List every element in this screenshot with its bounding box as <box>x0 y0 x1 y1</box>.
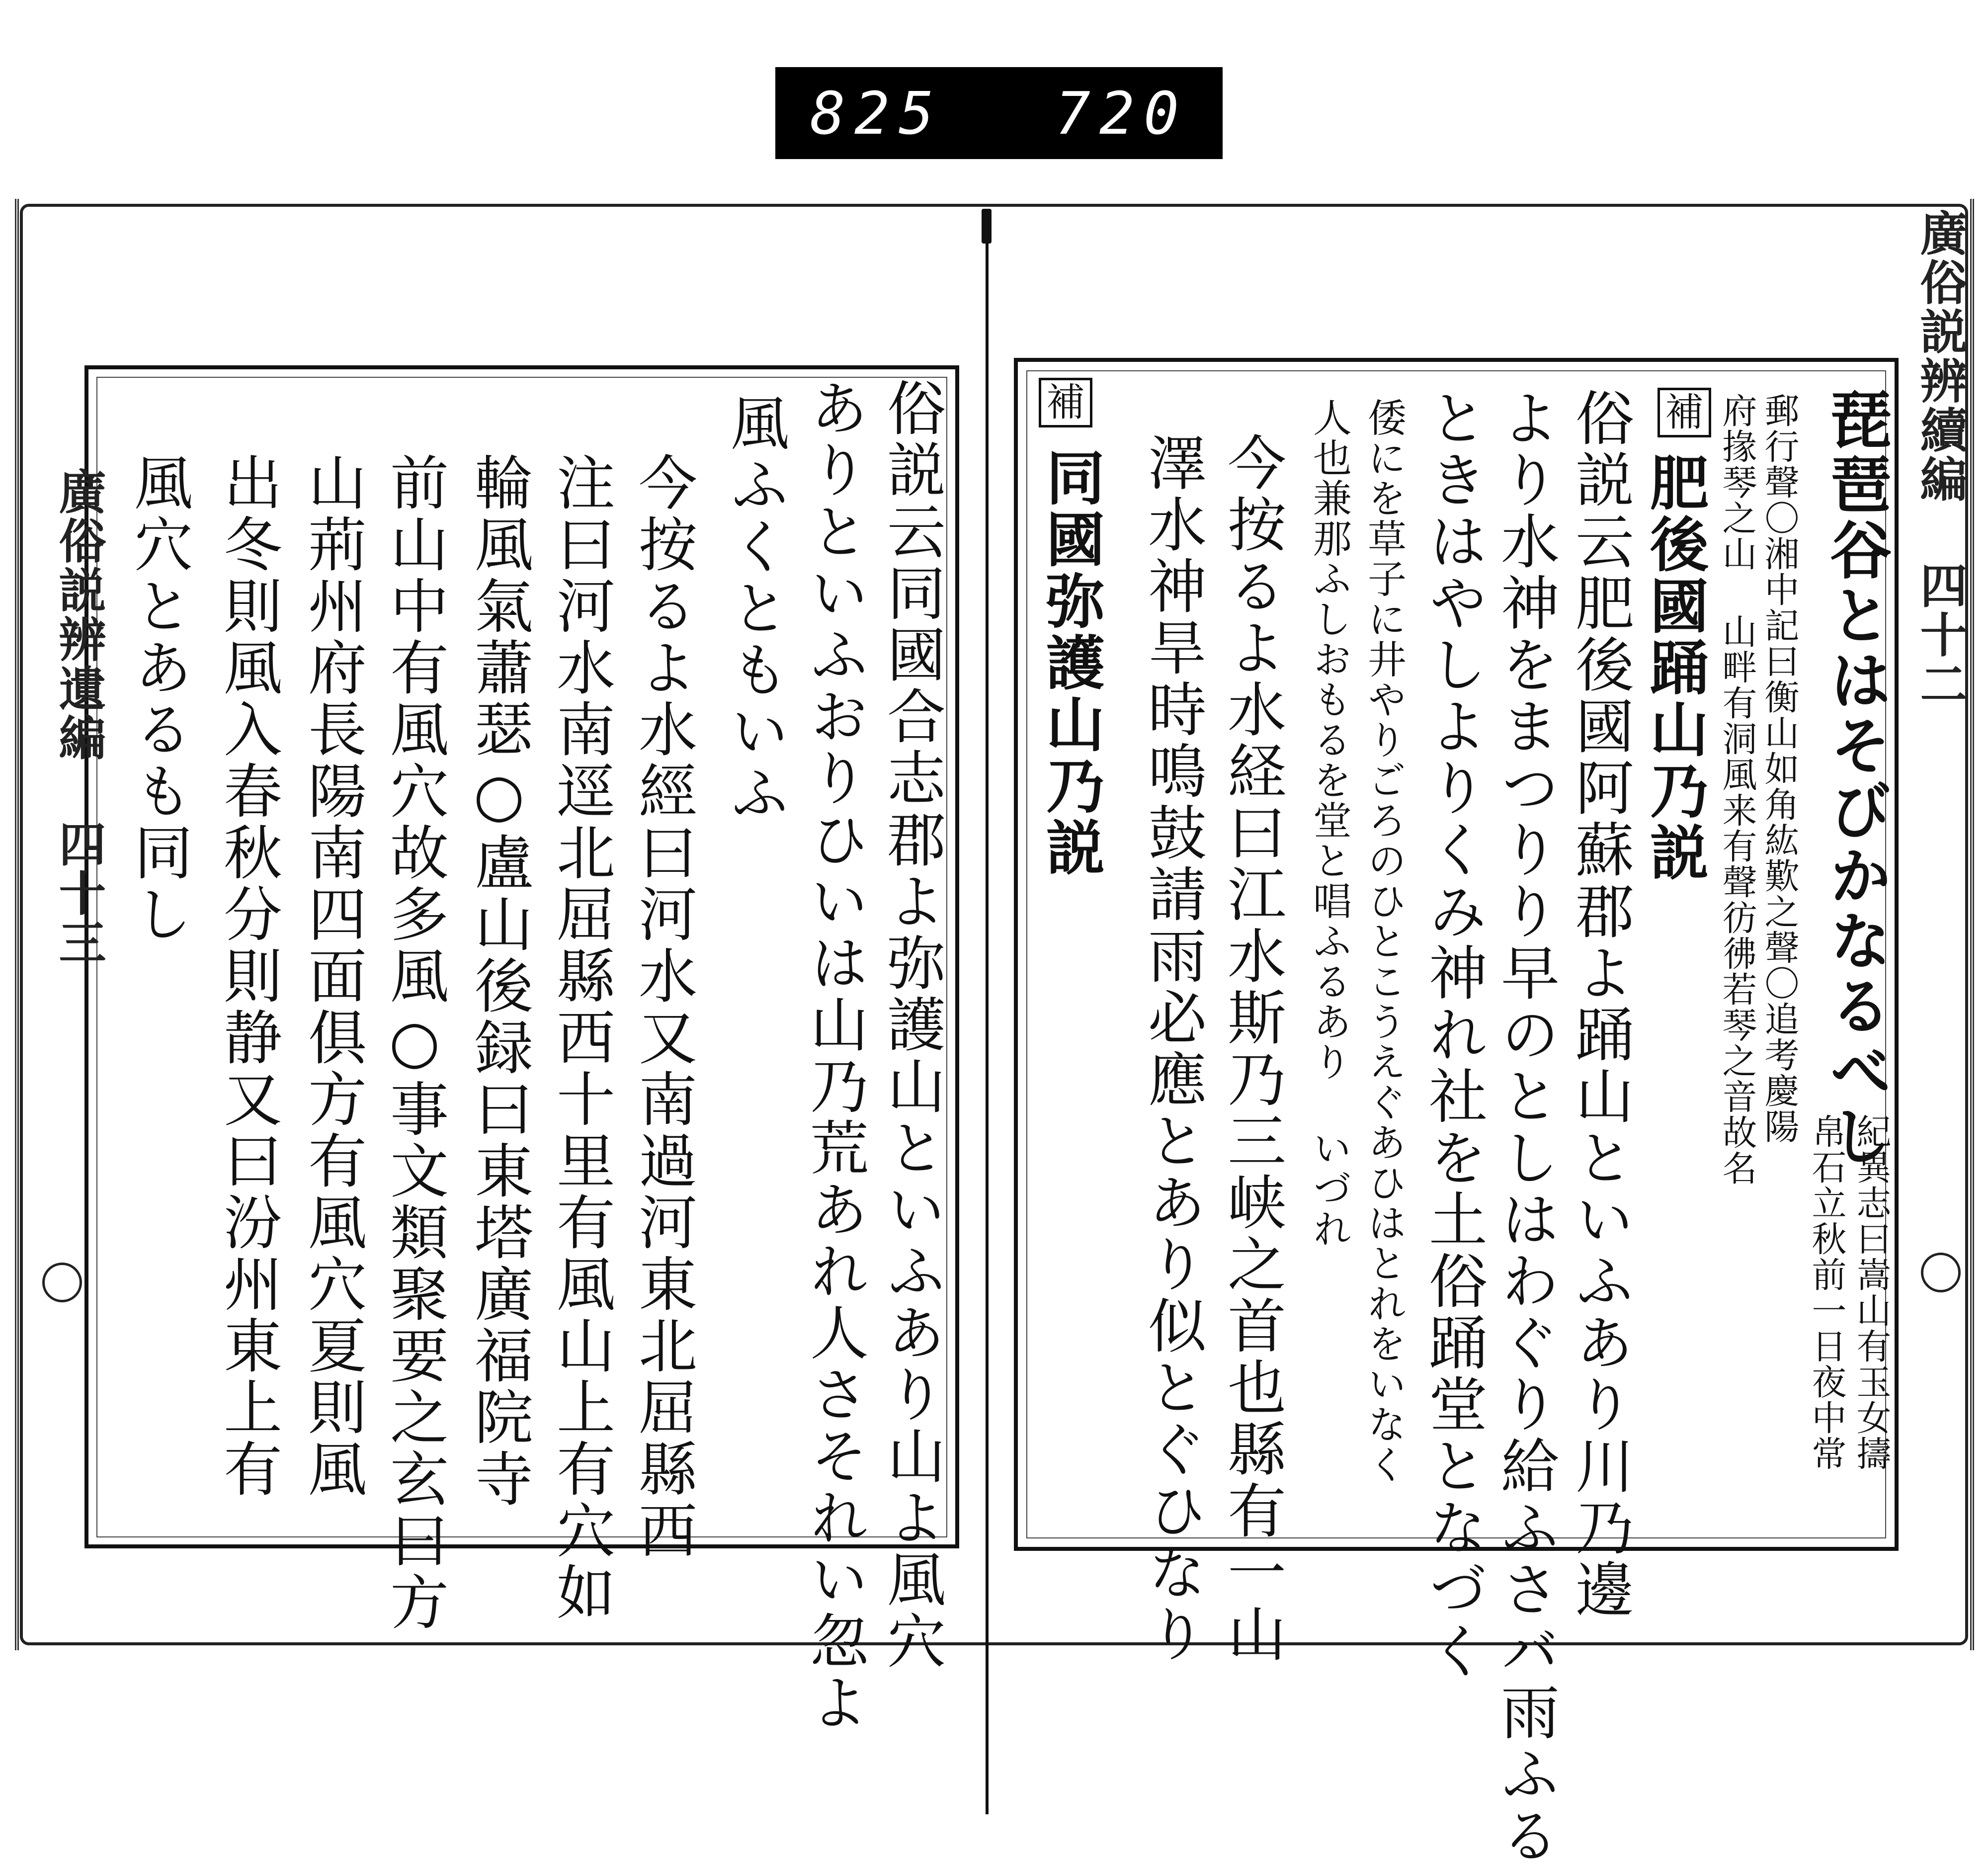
hosetsu-mark-2: 補 <box>1039 378 1092 427</box>
right-col-11: 澤水神旱時鳴鼓請雨必應とあり似とぐひなり <box>1138 432 1207 1665</box>
left-running-title: 廣俗説辨遺編 四十三 <box>51 467 106 967</box>
left-col-7: 前山中有風穴故多風○事文類聚要之玄曰方 <box>380 452 449 1633</box>
right-folio-mark <box>1921 1253 1961 1292</box>
right-col-note-2: 府掾琴之山 山畔有洞風来有聲彷彿若琴之音故名 <box>1717 393 1757 1186</box>
right-heading-yago: 同國弥護山乃説 <box>1036 447 1105 879</box>
right-col-5: 俗説云肥後國阿蘇郡よ踊山といふあり川乃邊 <box>1566 388 1634 1620</box>
hosetsu-mark-1: 補 <box>1657 388 1711 437</box>
right-col-title: 琵琶谷とはそびかなるべし <box>1819 388 1892 1169</box>
right-col-note-4: 帛石立秋前一日夜中常 <box>1806 1113 1847 1471</box>
left-col-5: 注曰河水南逕北屈縣西十里有風山上有穴如 <box>547 452 615 1623</box>
right-col-7: ときはやしよりくみ神れ社を土俗踊堂となづく <box>1419 388 1488 1682</box>
left-folio-mark <box>42 1263 82 1302</box>
archive-number-left: 825 <box>810 79 943 148</box>
left-col-2: ありといふおりひいは山乃荒あれ人さそれい忽よ <box>800 378 869 1734</box>
right-col-note-1: 郵行聲〇湘中記曰衡山如角紘歎之聲〇追考慶陽 <box>1759 393 1800 1144</box>
left-col-3: 風ふくともいふ <box>721 393 789 824</box>
archive-number-label <box>775 67 1223 159</box>
right-col-9: 人也兼那ふしおもるを堂と唱ふるあり いづれ <box>1307 398 1351 1249</box>
left-col-6: 輪風氣蕭瑟○盧山後録曰東塔廣福院寺 <box>465 452 533 1510</box>
archive-number-right: 720 <box>1055 79 1188 148</box>
left-col-9: 出冬則風入春秋分則静又曰汾州東上有 <box>214 452 282 1500</box>
left-col-10: 風穴とあるも同し <box>124 452 193 945</box>
left-col-4: 今按るよ水經曰河水又南過河東北屈縣西 <box>629 452 697 1562</box>
left-col-8: 山荊州府長陽南四面俱方有風穴夏則風 <box>298 452 367 1500</box>
right-col-6: より水神をまつりり早のとしはわぐり給ふさバ雨ふる <box>1491 388 1560 1867</box>
right-heading-higo: 肥後國踊山乃説 <box>1640 452 1709 884</box>
book-spine <box>986 219 989 1814</box>
right-col-note-3: 紀異志曰嵩山有玉女擣 <box>1851 1113 1892 1471</box>
right-col-8: 倭にを草子に井やりごろのひとこうえぐあひはとれをいなく <box>1361 398 1406 1485</box>
right-col-10: 今按るよ水経曰江水斯乃三峡之首也縣有一山 <box>1218 432 1286 1665</box>
left-col-1: 俗説云同國合志郡よ弥護山といふあり山よ風穴 <box>877 378 946 1672</box>
right-running-title: 廣俗説辨續編 四十二 <box>1912 209 1968 709</box>
